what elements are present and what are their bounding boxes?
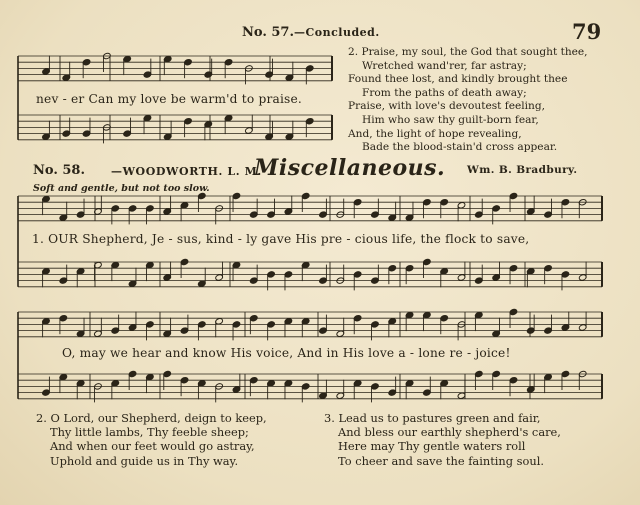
stanza-line: And bless our earthly shepherd's care, (338, 425, 561, 440)
concluded-label: —Concluded. (294, 26, 380, 39)
verse-line: Praise, with love's devoutest feeling, (348, 100, 546, 113)
section-title: Miscellaneous. (254, 155, 446, 181)
page-number: 79 (572, 19, 602, 44)
stanza-line: Uphold and guide us in Thy way. (50, 453, 239, 468)
hymn-57-heading (242, 25, 380, 40)
hymn-58-lyric-line-1: 1. OUR Shepherd, Je - sus, kind - ly gave His pre - cious life, the flock to save, (32, 232, 530, 246)
hymn-57-lyric-line: nev - er Can my love be warm'd to praise. (36, 92, 302, 106)
stanza-line: And when our feet would go astray, (50, 439, 255, 454)
stanza-2 (36, 411, 267, 468)
stanza-line: 2. O Lord, our Shepherd, deign to keep, (36, 411, 267, 425)
composer-name: Wm. B. Bradbury. (467, 164, 578, 176)
hymn-58-lyric-line-2: O, may we hear and know His voice, And in His love a - lone re - joice! (62, 346, 511, 360)
stanza-line: Here may Thy gentle waters roll (338, 439, 526, 454)
tempo-marking: Soft and gentle, but not too slow. (33, 183, 210, 194)
verse-line: And, the light of hope revealing, (348, 127, 522, 140)
hymn-58-number: No. 58. (33, 163, 85, 178)
stanza-line: 3. Lead us to pastures green and fair, (324, 411, 541, 425)
tune-name-meter: —WOODWORTH. L. M. (111, 165, 262, 178)
hymn-57-number: No. 57. (242, 25, 294, 40)
stanza-line: Thy little lambs, Thy feeble sheep; (50, 425, 249, 440)
verse-line: Wretched wand'rer, far astray; (362, 59, 527, 72)
stanza-line: To cheer and save the fainting soul. (338, 453, 544, 468)
stanza-3 (324, 411, 561, 468)
hymn-57-verse-2 (348, 46, 588, 155)
verse-line: Bade the blood-stain'd cross appear. (362, 141, 558, 154)
verse-line: Him who saw thy guilt-born fear, (362, 113, 539, 126)
verse-line: From the paths of death away; (362, 86, 527, 99)
verse-line: Found thee lost, and kindly brought thee (348, 73, 568, 86)
verse-line: 2. Praise, my soul, the God that sought thee, (348, 46, 588, 58)
